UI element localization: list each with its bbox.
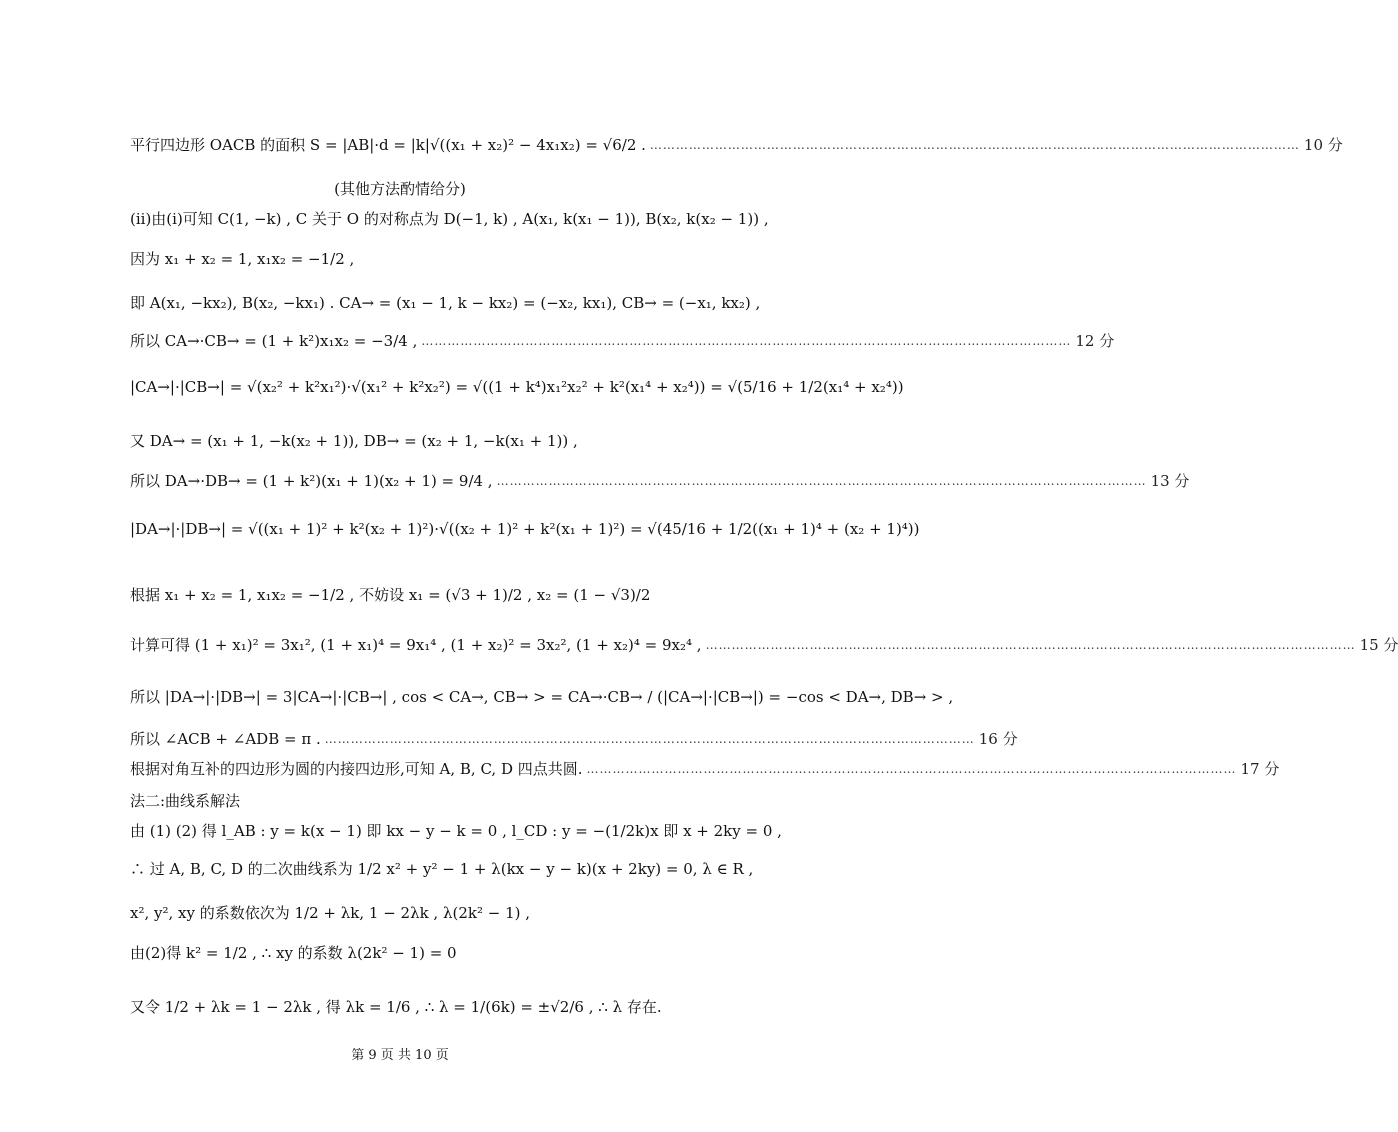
leader-dots: …………………………………………………………………………………………………………………………………… xyxy=(496,473,1147,488)
score-label: 13 分 xyxy=(1150,472,1190,490)
vector-ca-cb-line: 即 A(x₁, −kx₂), B(x₂, −kx₁) . CA→ = (x₁ − 1, k − kx₂) = (−x₂, kx₁), CB→ = (−x₁, kx₂) , xyxy=(130,294,761,312)
leader-dots: …………………………………………………………………………………………………………………………………… xyxy=(324,731,975,746)
score-label: 16 分 xyxy=(978,730,1018,748)
vieta-line: 因为 x₁ + x₂ = 1, x₁x₂ = −1/2 , xyxy=(130,250,355,268)
score-label: 17 分 xyxy=(1240,760,1280,778)
computation-line: 计算可得 (1 + x₁)² = 3x₁², (1 + x₁)⁴ = 9x₁⁴ , (1 + x₂)² = 3x₂², (1 + x₂)⁴ = 9x₂⁴ , …………………………………………………………………………………………………………………………………… 15 分 xyxy=(130,636,1398,654)
leader-dots: …………………………………………………………………………………………………………………………………… xyxy=(705,637,1356,652)
symmetric-point-line: (ii)由(i)可知 C(1, −k) , C 关于 O 的对称点为 D(−1, k) , A(x₁, k(x₁ − 1)), B(x₂, k(x₂ − 1)) , xyxy=(130,210,769,228)
vector-da-db-line: 又 DA→ = (x₁ + 1, −k(x₂ + 1)), DB→ = (x₂ + 1, −k(x₁ + 1)) , xyxy=(130,432,578,450)
dot-product-ca-cb-line: 所以 CA→·CB→ = (1 + k²)x₁x₂ = −3/4 , …………………………………………………………………………………………………………………………………… 12 分 xyxy=(130,332,1115,350)
dot-product-da-db-line: 所以 DA→·DB→ = (1 + k²)(x₁ + 1)(x₂ + 1) = 9/4 , …………………………………………………………………………………………………………………………………… 13 分 xyxy=(130,472,1190,490)
leader-dots: …………………………………………………………………………………………………………………………………… xyxy=(649,137,1300,152)
score-label: 12 分 xyxy=(1075,332,1115,350)
method-two-heading: 法二:曲线系解法 xyxy=(130,792,241,810)
modulus-da-db-line: |DA→|·|DB→| = √((x₁ + 1)² + k²(x₂ + 1)²)·√((x₂ + 1)² + k²(x₁ + 1)²) = √(45/16 + 1/2((x₁ + 1)⁴ + (x₂ + 1)⁴)) xyxy=(130,520,920,538)
score-label: 10 分 xyxy=(1303,136,1343,154)
xy-coefficient-line: 由(2)得 k² = 1/2 , ∴ xy 的系数 λ(2k² − 1) = 0 xyxy=(130,944,457,962)
grading-note: (其他方法酌情给分) xyxy=(334,180,466,198)
curve-family-line: ∴ 过 A, B, C, D 的二次曲线系为 1/2 x² + y² − 1 + λ(kx − y − k)(x + 2ky) = 0, λ ∈ R , xyxy=(130,860,754,878)
lambda-existence-line: 又令 1/2 + λk = 1 − 2λk , 得 λk = 1/6 , ∴ λ = 1/(6k) = ±√2/6 , ∴ λ 存在. xyxy=(130,998,662,1016)
area-result-line: 平行四边形 OACB 的面积 S = |AB|·d = |k|√((x₁ + x₂)² − 4x₁x₂) = √6/2 . …………………………………………………………………………………………………………………………………… 10 分 xyxy=(130,136,1343,154)
leader-dots: …………………………………………………………………………………………………………………………………… xyxy=(421,333,1072,348)
concyclic-conclusion-line: 根据对角互补的四边形为圆的内接四边形,可知 A, B, C, D 四点共圆. …………………………………………………………………………………………………………………………………… 17 分 xyxy=(130,760,1280,778)
modulus-ca-cb-line: |CA→|·|CB→| = √(x₂² + k²x₁²)·√(x₁² + k²x₂²) = √((1 + k⁴)x₁²x₂² + k²(x₁⁴ + x₂⁴)) = √(5/16 + 1/2(x₁⁴ + x₂⁴)) xyxy=(130,378,904,396)
line-equations-line: 由 (1) (2) 得 l_AB : y = k(x − 1) 即 kx − y − k = 0 , l_CD : y = −(1/2k)x 即 x + 2ky = 0 , xyxy=(130,822,782,840)
coefficients-line: x², y², xy 的系数依次为 1/2 + λk, 1 − 2λk , λ(2k² − 1) , xyxy=(130,904,531,922)
cosine-relation-line: 所以 |DA→|·|DB→| = 3|CA→|·|CB→| , cos < CA→, CB→ > = CA→·CB→ / (|CA→|·|CB→|) = −cos < DA→, DB→ > , xyxy=(130,688,954,706)
leader-dots: …………………………………………………………………………………………………………………………………… xyxy=(586,761,1237,776)
score-label: 15 分 xyxy=(1359,636,1398,654)
angle-sum-line: 所以 ∠ACB + ∠ADB = π . …………………………………………………………………………………………………………………………………… 16 分 xyxy=(130,730,1018,748)
page-number-footer: 第 9 页 共 10 页 xyxy=(351,1048,449,1063)
root-values-line: 根据 x₁ + x₂ = 1, x₁x₂ = −1/2 , 不妨设 x₁ = (√3 + 1)/2 , x₂ = (1 − √3)/2 xyxy=(130,586,651,604)
